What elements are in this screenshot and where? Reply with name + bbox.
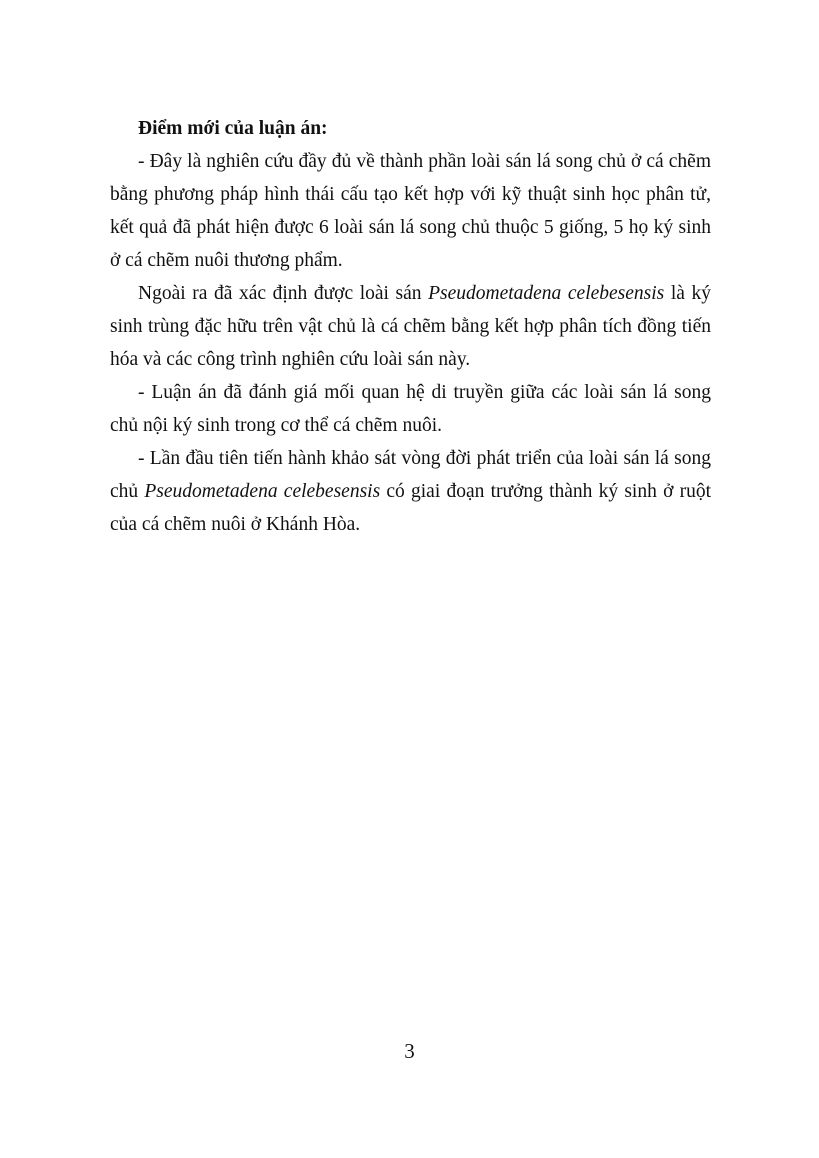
paragraph-1 xyxy=(110,145,711,277)
paragraph-text: - Lần đầu tiên tiến hành khảo sát vòng đời phát triển của loài sán lá song chủ xyxy=(110,448,711,502)
paragraph-text: là ký sinh trùng đặc hữu trên vật chủ là cá chẽm bằng kết hợp phân tích đồng tiến hóa và các công trình nghiên cứu loài sán này. xyxy=(110,283,711,370)
paragraph-4 xyxy=(110,442,711,541)
paragraph-2 xyxy=(110,277,711,376)
section-heading: Điểm mới của luận án: xyxy=(138,118,328,139)
page-number: 3 xyxy=(404,1039,415,1063)
species-name: Pseudometadena celebesensis xyxy=(144,481,381,502)
paragraph-text: - Luận án đã đánh giá mối quan hệ di truyền giữa các loài sán lá song chủ nội ký sinh trong cơ thể cá chẽm nuôi. xyxy=(110,382,711,436)
paragraph-text: Ngoài ra đã xác định được loài sán xyxy=(138,283,429,304)
paragraph-3 xyxy=(110,376,711,442)
document-body xyxy=(110,112,711,541)
paragraph-text: - Đây là nghiên cứu đầy đủ về thành phần loài sán lá song chủ ở cá chẽm bằng phương pháp hình thái cấu tạo kết hợp với kỹ thuật sinh học phân tử, kết quả đã phát hiện được 6 loài sán lá song chủ thuộc 5 giống, 5 họ ký sinh ở cá chẽm nuôi thương phẩm. xyxy=(110,151,711,271)
species-name: Pseudometadena celebesensis xyxy=(428,283,665,304)
paragraph-text: có giai đoạn trưởng thành ký sinh ở ruột của cá chẽm nuôi ở Khánh Hòa. xyxy=(110,481,711,535)
